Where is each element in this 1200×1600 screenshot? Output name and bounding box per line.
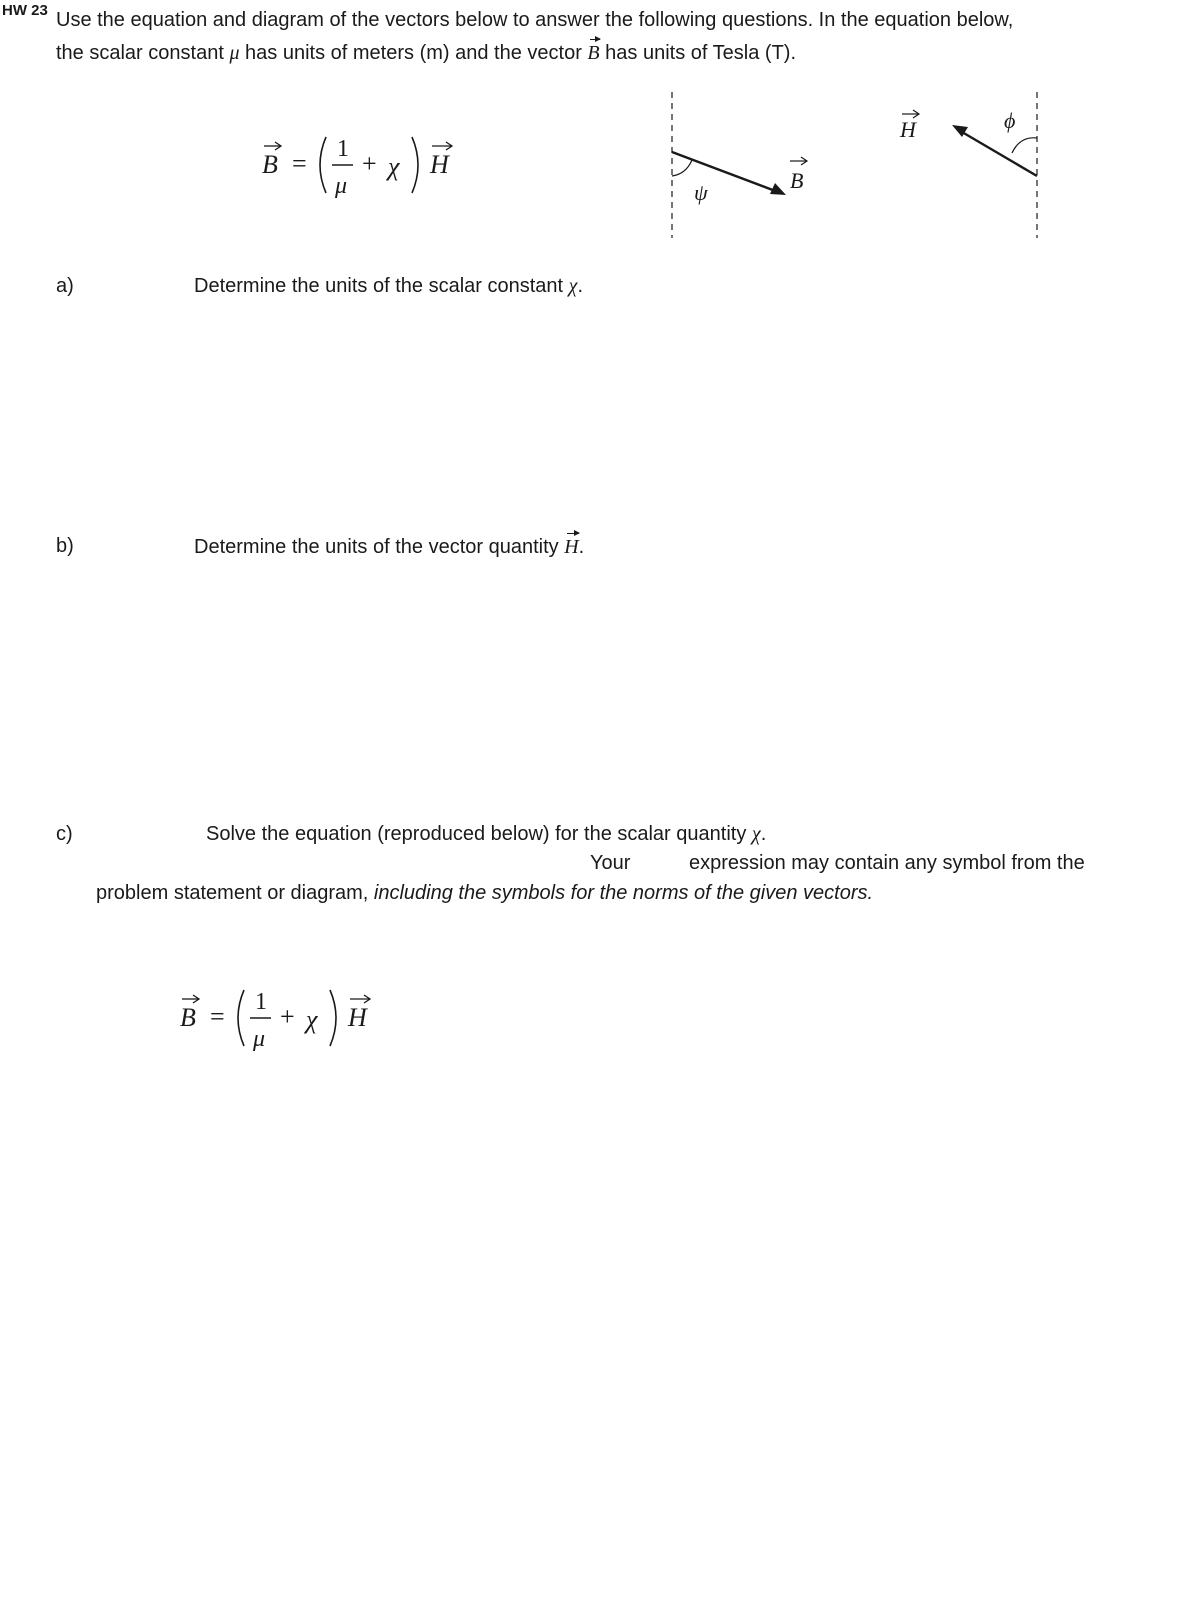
question-a-label: a) — [56, 275, 74, 297]
question-b-label: b) — [56, 535, 74, 557]
question-c-label: c) — [56, 823, 73, 845]
intro-line-2-part-3: has units of Tesla (T). — [599, 42, 797, 64]
mu-symbol: μ — [229, 42, 240, 64]
chi-symbol: χ — [568, 275, 578, 297]
intro-line-2-part-1: the scalar constant — [56, 42, 230, 64]
equation-plus: + — [362, 149, 377, 178]
equation-numerator: 1 — [255, 989, 267, 1015]
equation-lhs: B — [180, 1003, 196, 1032]
equation-equals: = — [292, 149, 307, 178]
question-c-line-3-plain: problem statement or diagram, — [96, 882, 374, 904]
intro-line-2-part-2: has units of meters (m) and the vector — [239, 42, 588, 64]
question-a-text — [194, 274, 583, 298]
reproduced-equation — [176, 978, 396, 1058]
intro-line-1: Use the equation and diagram of the vectors below to answer the following questions. In the equation below, — [56, 9, 1014, 31]
phi-label: ϕ — [1004, 108, 1016, 133]
question-c-line-3-italic: including the symbols for the norms of the given vectors. — [373, 882, 874, 904]
question-b-text — [194, 535, 584, 559]
equation-rhs-vector: H — [348, 1003, 367, 1032]
psi-label: ψ — [694, 180, 708, 205]
equation-denominator: μ — [335, 173, 348, 199]
equation-denominator: μ — [253, 1026, 266, 1052]
h-vector-symbol: H — [564, 536, 579, 558]
b-label: B — [790, 168, 804, 193]
equation-plus: + — [280, 1002, 295, 1031]
question-a-period: . — [577, 275, 584, 297]
h-vector-diagram — [900, 90, 1060, 240]
question-c-line-1 — [206, 822, 766, 846]
question-c-body: Solve the equation (reproduced below) for the scalar quantity — [206, 823, 752, 845]
question-c-line-3 — [96, 881, 873, 905]
question-b-period: . — [578, 536, 585, 558]
equation-chi: χ — [306, 1005, 318, 1034]
equation-rhs-vector: H — [430, 150, 449, 179]
question-c-period: . — [760, 823, 767, 845]
hw-label: HW 23 — [2, 2, 48, 19]
equation-equals: = — [210, 1002, 225, 1031]
h-label: H — [900, 117, 916, 142]
b-vector-diagram — [660, 90, 820, 240]
equation-chi: χ — [388, 152, 400, 181]
main-equation — [258, 125, 478, 205]
question-c-line-2-rest: expression may contain any symbol from the — [689, 852, 1085, 874]
question-c-line-2-word: Your — [590, 852, 631, 874]
intro-line-2 — [56, 41, 796, 65]
question-b-body: Determine the units of the vector quantity — [194, 536, 565, 558]
b-vector-symbol: B — [587, 42, 600, 64]
equation-numerator: 1 — [337, 136, 349, 162]
question-a-body: Determine the units of the scalar constant — [194, 275, 569, 297]
chi-symbol-c: χ — [751, 823, 761, 845]
equation-lhs: B — [262, 150, 278, 179]
